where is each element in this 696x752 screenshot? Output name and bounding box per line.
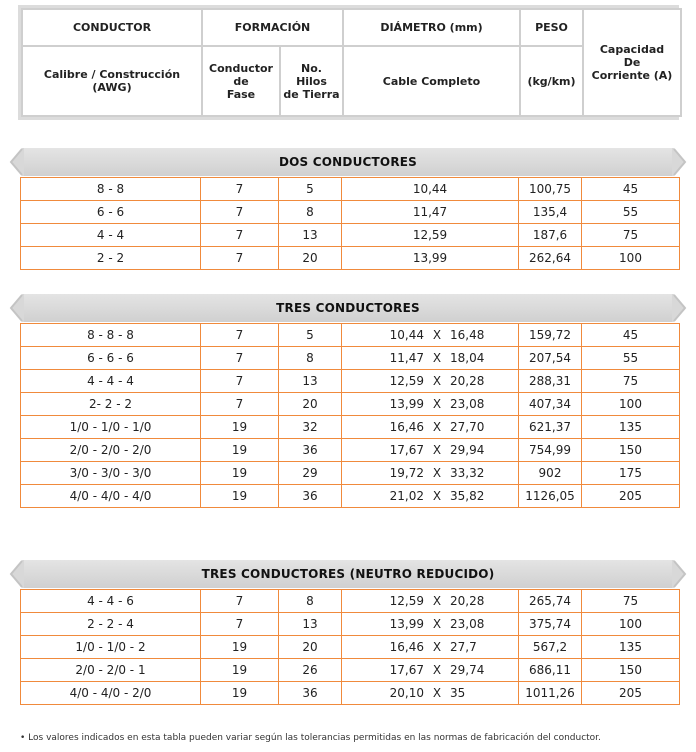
cell-conductor-fase: 7 xyxy=(201,393,279,416)
cell-peso: 207,54 xyxy=(519,347,582,370)
cell-hilos-tierra: 36 xyxy=(279,682,342,705)
cell-hilos-tierra: 29 xyxy=(279,462,342,485)
header-table xyxy=(21,8,682,117)
header-capacidad-line1: Capacidad xyxy=(599,43,665,56)
table-row xyxy=(21,462,680,485)
header-hilos-line2: Hilos xyxy=(296,74,327,88)
cell-conductor-fase: 7 xyxy=(201,201,279,224)
diametro-value-2: 27,70 xyxy=(450,420,485,434)
cell-peso: 567,2 xyxy=(519,636,582,659)
diametro-value-2: 33,32 xyxy=(450,466,485,480)
header-calibre-line1: Calibre / Construcción xyxy=(43,68,181,81)
cell-conductor-fase: 7 xyxy=(201,370,279,393)
cell-conductor-fase: 19 xyxy=(201,659,279,682)
header-fase-line3: Fase xyxy=(226,87,256,101)
cell-diametro xyxy=(342,613,519,636)
cell-diametro xyxy=(342,659,519,682)
diametro-separator: X xyxy=(432,663,442,677)
diametro-value-2: 20,28 xyxy=(450,374,485,388)
header-diametro: DIÁMETRO (mm) xyxy=(343,9,520,46)
cell-diametro xyxy=(342,393,519,416)
table-row xyxy=(21,439,680,462)
diametro-separator: X xyxy=(432,640,442,654)
cell-conductor-fase: 7 xyxy=(201,590,279,613)
cell-capacidad: 45 xyxy=(582,324,680,347)
section-title: DOS CONDUCTORES xyxy=(278,155,417,169)
diametro-separator: X xyxy=(432,617,442,631)
table-row xyxy=(21,613,680,636)
diametro-value-2: 35 xyxy=(450,686,466,700)
cell-hilos-tierra: 13 xyxy=(279,224,342,247)
diametro-value-1: 21,02 xyxy=(389,489,424,503)
cell-diametro xyxy=(342,439,519,462)
header-capacidad-line3: Corriente (A) xyxy=(591,69,673,82)
cell-hilos-tierra: 13 xyxy=(279,370,342,393)
table-row xyxy=(21,324,680,347)
cell-hilos-tierra: 36 xyxy=(279,439,342,462)
diametro-value-2: 27,7 xyxy=(450,640,477,654)
cell-conductor-fase: 7 xyxy=(201,224,279,247)
cell-capacidad: 100 xyxy=(582,613,680,636)
cell-peso: 100,75 xyxy=(519,178,582,201)
cell-conductor-fase: 7 xyxy=(201,347,279,370)
table-row xyxy=(21,636,680,659)
cell-hilos-tierra: 20 xyxy=(279,636,342,659)
cell-conductor-fase: 19 xyxy=(201,682,279,705)
header-cable-completo: Cable Completo xyxy=(343,46,520,116)
cell-hilos-tierra: 5 xyxy=(279,178,342,201)
cell-conductor-fase: 19 xyxy=(201,439,279,462)
diametro-value-2: 29,94 xyxy=(450,443,485,457)
table-row xyxy=(21,590,680,613)
cell-calibre: 2/0 - 2/0 - 2/0 xyxy=(21,439,201,462)
cell-conductor-fase: 19 xyxy=(201,636,279,659)
cell-peso: 902 xyxy=(519,462,582,485)
cell-conductor-fase: 7 xyxy=(201,178,279,201)
cell-capacidad: 150 xyxy=(582,439,680,462)
table-row xyxy=(21,247,680,270)
cell-peso: 1011,26 xyxy=(519,682,582,705)
cell-calibre: 2 - 2 - 4 xyxy=(21,613,201,636)
header-hilos-line3: de Tierra xyxy=(283,87,340,101)
section-title: TRES CONDUCTORES (NEUTRO REDUCIDO) xyxy=(201,567,495,581)
diametro-value-2: 35,82 xyxy=(450,489,485,503)
cell-hilos-tierra: 13 xyxy=(279,613,342,636)
cell-calibre: 2/0 - 2/0 - 1 xyxy=(21,659,201,682)
cell-hilos-tierra: 36 xyxy=(279,485,342,508)
diametro-value-2: 23,08 xyxy=(450,617,485,631)
header-calibre xyxy=(22,46,202,116)
cell-diametro: 12,59 xyxy=(342,224,519,247)
diametro-value-2: 20,28 xyxy=(450,594,485,608)
header-hilos-line1: No. xyxy=(301,61,322,75)
table-row xyxy=(21,485,680,508)
cell-capacidad: 175 xyxy=(582,462,680,485)
header-peso: PESO xyxy=(520,9,583,46)
cell-capacidad: 55 xyxy=(582,201,680,224)
cell-conductor-fase: 19 xyxy=(201,485,279,508)
cell-diametro xyxy=(342,347,519,370)
section-banner-tres xyxy=(8,294,688,322)
diametro-value-1: 17,67 xyxy=(389,663,424,677)
header-conductor-fase xyxy=(202,46,280,116)
cell-capacidad: 45 xyxy=(582,178,680,201)
cell-conductor-fase: 7 xyxy=(201,613,279,636)
section-banner-dos xyxy=(8,148,688,176)
diametro-value-1: 16,46 xyxy=(389,640,424,654)
cell-peso: 288,31 xyxy=(519,370,582,393)
cell-peso: 407,34 xyxy=(519,393,582,416)
cell-diametro: 10,44 xyxy=(342,178,519,201)
cell-calibre: 6 - 6 - 6 xyxy=(21,347,201,370)
diametro-separator: X xyxy=(432,420,442,434)
table-row xyxy=(21,393,680,416)
diametro-separator: X xyxy=(432,686,442,700)
cell-diametro xyxy=(342,485,519,508)
cell-calibre: 1/0 - 1/0 - 2 xyxy=(21,636,201,659)
cell-diametro xyxy=(342,682,519,705)
cell-calibre: 4 - 4 - 6 xyxy=(21,590,201,613)
cell-conductor-fase: 7 xyxy=(201,247,279,270)
cell-hilos-tierra: 26 xyxy=(279,659,342,682)
cell-hilos-tierra: 8 xyxy=(279,347,342,370)
diametro-separator: X xyxy=(432,466,442,480)
cell-calibre: 6 - 6 xyxy=(21,201,201,224)
section-title: TRES CONDUCTORES xyxy=(276,301,420,315)
diametro-value-1: 13,99 xyxy=(389,397,424,411)
header-conductor: CONDUCTOR xyxy=(22,9,202,46)
footnote: • Los valores indicados en esta tabla pueden variar según las tolerancias permitidas en las normas de fabricación del conductor. xyxy=(20,733,601,743)
diametro-value-2: 29,74 xyxy=(450,663,485,677)
cell-diametro: 11,47 xyxy=(342,201,519,224)
cell-peso: 686,11 xyxy=(519,659,582,682)
table-row xyxy=(21,178,680,201)
cell-capacidad: 205 xyxy=(582,682,680,705)
cell-hilos-tierra: 8 xyxy=(279,590,342,613)
header-formacion: FORMACIÓN xyxy=(202,9,343,46)
diametro-separator: X xyxy=(432,328,442,342)
table-neutro-reducido xyxy=(20,589,680,705)
cell-diametro: 13,99 xyxy=(342,247,519,270)
cell-diametro xyxy=(342,462,519,485)
diametro-value-2: 16,48 xyxy=(450,328,485,342)
section-banner-neutro xyxy=(8,560,688,588)
diametro-separator: X xyxy=(432,374,442,388)
table-row xyxy=(21,416,680,439)
header-capacidad xyxy=(583,9,681,116)
cell-calibre: 4/0 - 4/0 - 4/0 xyxy=(21,485,201,508)
cell-peso: 375,74 xyxy=(519,613,582,636)
cell-capacidad: 75 xyxy=(582,370,680,393)
diametro-value-1: 16,46 xyxy=(389,420,424,434)
cell-calibre: 1/0 - 1/0 - 1/0 xyxy=(21,416,201,439)
cell-calibre: 2 - 2 xyxy=(21,247,201,270)
diametro-separator: X xyxy=(432,443,442,457)
table-dos-conductores xyxy=(20,177,680,270)
cell-calibre: 2- 2 - 2 xyxy=(21,393,201,416)
diametro-value-2: 18,04 xyxy=(450,351,485,365)
cell-calibre: 3/0 - 3/0 - 3/0 xyxy=(21,462,201,485)
header-fase-line2: de xyxy=(233,74,249,88)
cell-peso: 621,37 xyxy=(519,416,582,439)
cell-capacidad: 55 xyxy=(582,347,680,370)
cell-peso: 135,4 xyxy=(519,201,582,224)
cell-diametro xyxy=(342,324,519,347)
cell-conductor-fase: 7 xyxy=(201,324,279,347)
cell-peso: 754,99 xyxy=(519,439,582,462)
table-row xyxy=(21,201,680,224)
cell-capacidad: 205 xyxy=(582,485,680,508)
cell-diametro xyxy=(342,416,519,439)
header-capacidad-line2: De xyxy=(623,56,641,69)
cell-calibre: 4 - 4 xyxy=(21,224,201,247)
diametro-separator: X xyxy=(432,397,442,411)
diametro-value-1: 20,10 xyxy=(389,686,424,700)
table-row xyxy=(21,347,680,370)
cell-capacidad: 100 xyxy=(582,393,680,416)
cell-diametro xyxy=(342,636,519,659)
cell-calibre: 4 - 4 - 4 xyxy=(21,370,201,393)
table-row xyxy=(21,370,680,393)
cell-capacidad: 100 xyxy=(582,247,680,270)
diametro-separator: X xyxy=(432,351,442,365)
cell-hilos-tierra: 8 xyxy=(279,201,342,224)
cell-peso: 159,72 xyxy=(519,324,582,347)
cell-capacidad: 135 xyxy=(582,636,680,659)
table-row xyxy=(21,682,680,705)
table-tres-conductores xyxy=(20,323,680,508)
cell-capacidad: 135 xyxy=(582,416,680,439)
cell-conductor-fase: 19 xyxy=(201,416,279,439)
cell-conductor-fase: 19 xyxy=(201,462,279,485)
cell-hilos-tierra: 32 xyxy=(279,416,342,439)
cell-calibre: 8 - 8 - 8 xyxy=(21,324,201,347)
diametro-separator: X xyxy=(432,594,442,608)
diametro-value-2: 23,08 xyxy=(450,397,485,411)
diametro-value-1: 19,72 xyxy=(389,466,424,480)
cell-peso: 265,74 xyxy=(519,590,582,613)
diametro-value-1: 13,99 xyxy=(389,617,424,631)
cell-calibre: 8 - 8 xyxy=(21,178,201,201)
cell-diametro xyxy=(342,370,519,393)
header-calibre-line2: (AWG) xyxy=(92,81,132,94)
header-fase-line1: Conductor xyxy=(209,61,273,75)
cell-peso: 262,64 xyxy=(519,247,582,270)
cell-capacidad: 75 xyxy=(582,224,680,247)
diametro-value-1: 11,47 xyxy=(389,351,424,365)
cell-diametro xyxy=(342,590,519,613)
cell-hilos-tierra: 5 xyxy=(279,324,342,347)
cell-hilos-tierra: 20 xyxy=(279,247,342,270)
header-hilos-tierra xyxy=(280,46,343,116)
diametro-value-1: 10,44 xyxy=(389,328,424,342)
header-peso-unit: (kg/km) xyxy=(520,46,583,116)
diametro-value-1: 12,59 xyxy=(389,594,424,608)
diametro-separator: X xyxy=(432,489,442,503)
cell-peso: 1126,05 xyxy=(519,485,582,508)
cell-hilos-tierra: 20 xyxy=(279,393,342,416)
table-row xyxy=(21,224,680,247)
cell-capacidad: 75 xyxy=(582,590,680,613)
cell-capacidad: 150 xyxy=(582,659,680,682)
cell-peso: 187,6 xyxy=(519,224,582,247)
table-row xyxy=(21,659,680,682)
diametro-value-1: 12,59 xyxy=(389,374,424,388)
cell-calibre: 4/0 - 4/0 - 2/0 xyxy=(21,682,201,705)
diametro-value-1: 17,67 xyxy=(389,443,424,457)
